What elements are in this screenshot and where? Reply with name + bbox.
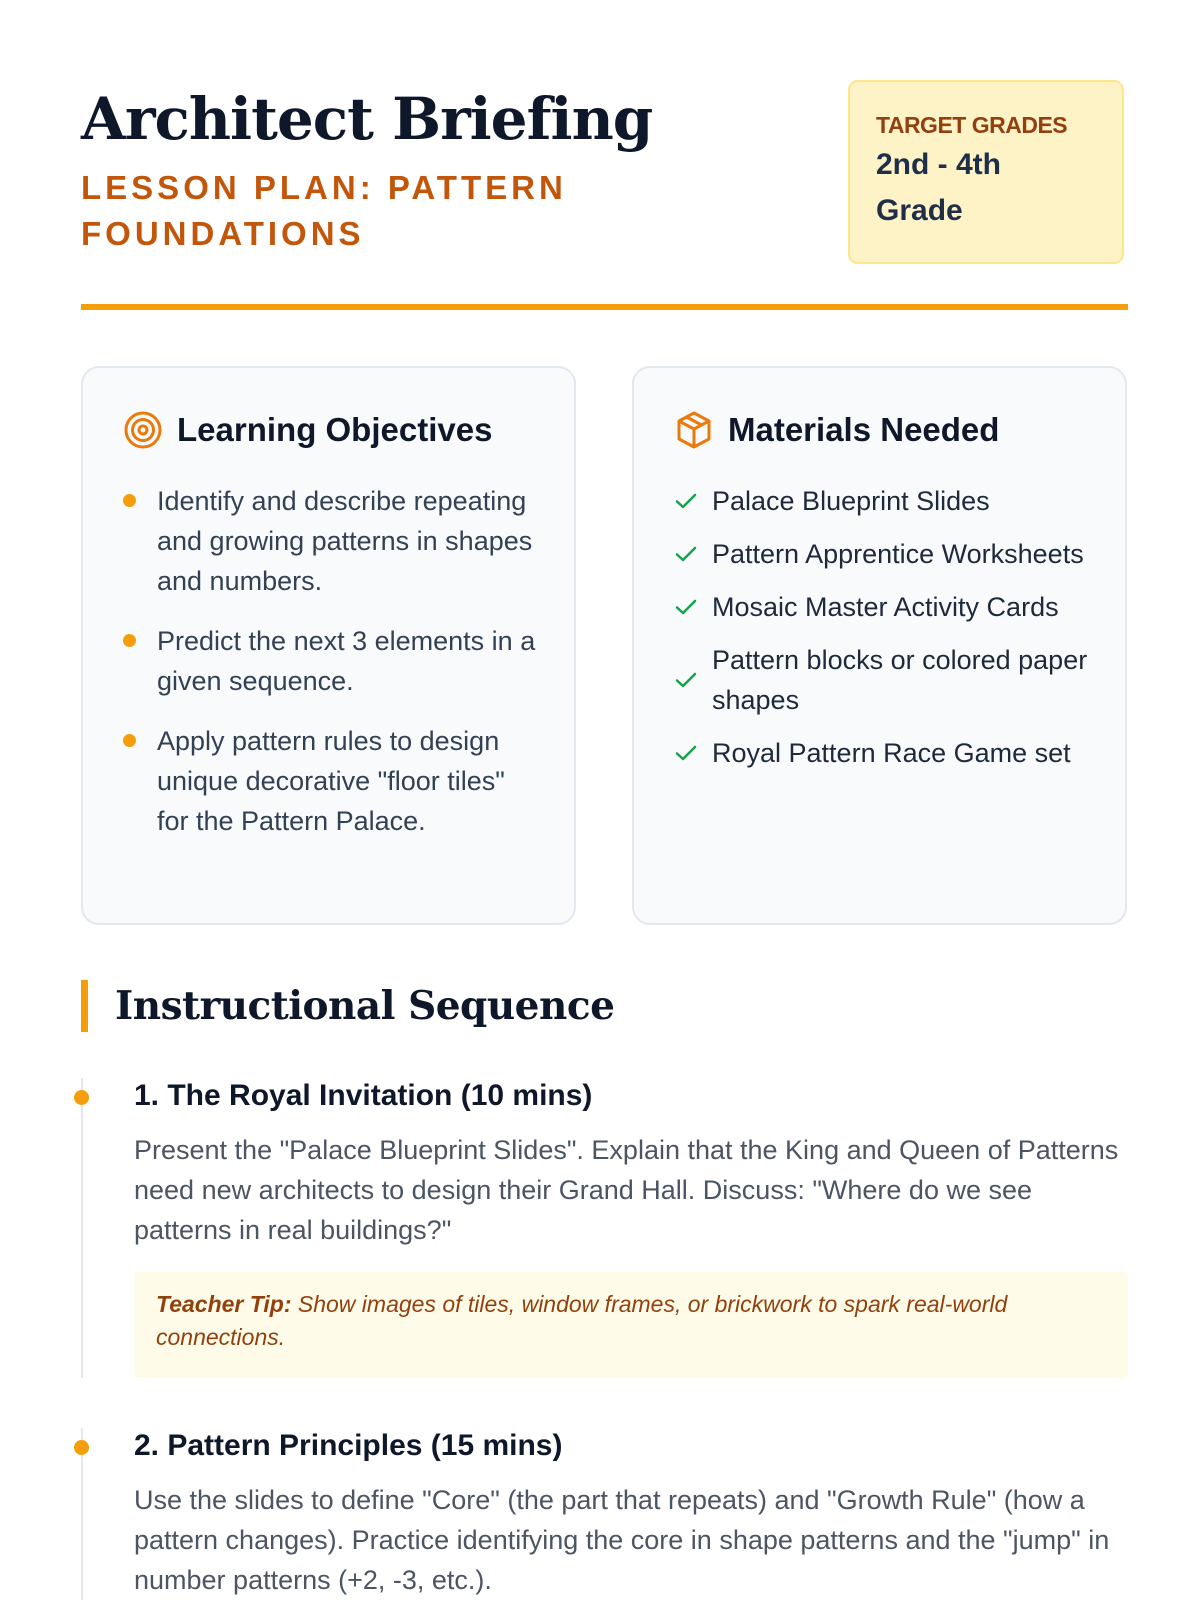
sequence-step (81, 1420, 1128, 1600)
instructional-sequence-title: Instructional Sequence (115, 983, 615, 1029)
check-icon (674, 489, 698, 513)
step-description: Present the "Palace Blueprint Slides". Explain that the King and Queen of Patterns need new architects to design their Grand Hall. Discuss: "Where do we see patterns in real buildings?" (134, 1135, 1119, 1245)
material-text: Pattern Apprentice Worksheets (712, 539, 1084, 569)
objective-item (123, 481, 543, 601)
page-subtitle: LESSON PLAN: PATTERN FOUNDATIONS (81, 169, 567, 252)
check-icon (674, 595, 698, 619)
target-grades-value: 2nd - 4th Grade (876, 148, 1001, 227)
check-icon (674, 542, 698, 566)
bullet-dot-icon (123, 634, 136, 647)
material-item (674, 733, 1104, 773)
objective-text: Apply pattern rules to design unique decorative "floor tiles" for the Pattern Palace. (157, 726, 505, 836)
objective-item (123, 621, 543, 701)
bullet-dot-icon (123, 734, 136, 747)
material-item (674, 587, 1104, 627)
target-icon (123, 410, 163, 450)
lesson-plan-page (81, 0, 1128, 1600)
teacher-tip (134, 1272, 1128, 1378)
header-divider (81, 304, 1128, 310)
teacher-tip-label: Teacher Tip: (156, 1291, 292, 1317)
section-accent-bar (81, 980, 88, 1032)
objective-item (123, 721, 543, 841)
target-grades-badge (848, 80, 1124, 264)
bullet-dot-icon (123, 494, 136, 507)
sequence-step (81, 1070, 1128, 1380)
material-text: Mosaic Master Activity Cards (712, 592, 1059, 622)
materials-needed-header (674, 406, 999, 454)
material-item (674, 534, 1104, 574)
target-grades-label: TARGET GRADES (876, 112, 1068, 138)
page-title: Architect Briefing (81, 85, 653, 153)
timeline-dot-icon (74, 1090, 89, 1105)
learning-objectives-card (81, 366, 576, 925)
timeline-dot-icon (74, 1440, 89, 1455)
step-title: 1. The Royal Invitation (10 mins) (134, 1079, 593, 1112)
materials-needed-title: Materials Needed (728, 411, 1000, 448)
material-item (674, 481, 1104, 521)
learning-objectives-header (123, 406, 492, 454)
check-icon (674, 668, 698, 692)
page-header (81, 80, 1128, 310)
material-text: Palace Blueprint Slides (712, 486, 990, 516)
box-icon (674, 410, 714, 450)
step-description: Use the slides to define "Core" (the part that repeats) and "Growth Rule" (how a pattern changes). Practice identifying the core in shape patterns and the "jump" in number patterns (+2, -3, etc.). (134, 1485, 1110, 1595)
material-text: Pattern blocks or colored paper shapes (712, 645, 1088, 715)
objective-text: Identify and describe repeating and growing patterns in shapes and numbers. (157, 486, 533, 596)
objectives-list (123, 481, 543, 861)
check-icon (674, 741, 698, 765)
teacher-tip-text: Show images of tiles, window frames, or brickwork to spark real-world connections. (156, 1291, 1008, 1350)
materials-list (674, 481, 1104, 786)
material-item (674, 640, 1104, 720)
instructional-sequence-header (81, 980, 1128, 1032)
step-title: 2. Pattern Principles (15 mins) (134, 1429, 563, 1462)
materials-needed-card (632, 366, 1127, 925)
objective-text: Predict the next 3 elements in a given sequence. (157, 626, 536, 696)
material-text: Royal Pattern Race Game set (712, 738, 1071, 768)
learning-objectives-title: Learning Objectives (177, 411, 493, 448)
